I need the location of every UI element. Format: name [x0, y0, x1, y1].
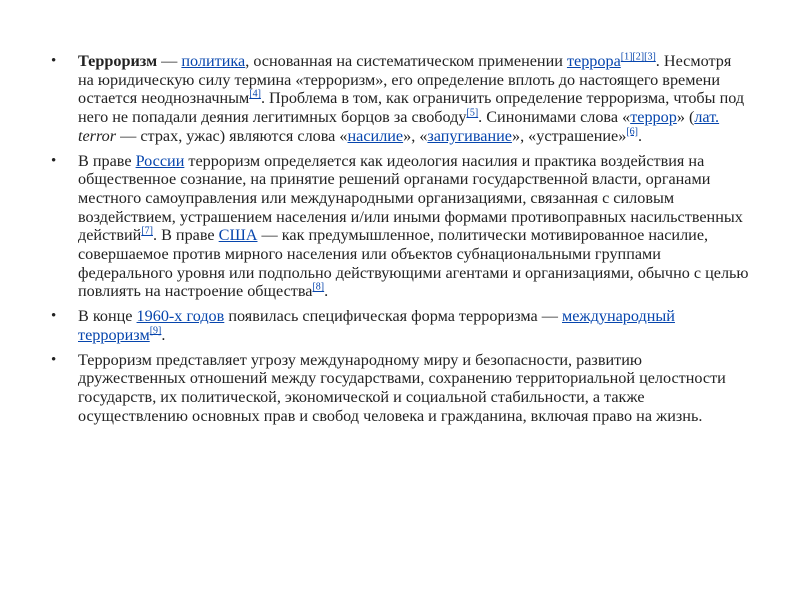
- article-link[interactable]: террора: [566, 52, 621, 70]
- footnote-ref-link[interactable]: [7]: [141, 225, 153, 237]
- paragraph-item: [51, 152, 751, 302]
- paragraph-text: . Проблема в том, как ограничить определение терроризма, чтобы под него не попадали деяния легитимных борцов за свободу: [78, 89, 745, 127]
- article-link[interactable]: США: [218, 226, 258, 245]
- paragraph-text: появилась специфическая форма терроризма —: [224, 307, 562, 326]
- latin-word: terror: [78, 126, 117, 145]
- paragraph-text: —: [157, 52, 182, 70]
- term-bold: Терроризм: [78, 52, 158, 70]
- article-link[interactable]: террор: [630, 108, 677, 127]
- article-link[interactable]: 1960-х годов: [136, 307, 225, 326]
- bullet-marker: •: [51, 53, 57, 69]
- article-link[interactable]: насилие: [347, 126, 404, 145]
- paragraph-text: .: [638, 126, 643, 145]
- paragraph-text: .: [324, 282, 329, 301]
- article-link[interactable]: международный терроризм: [78, 307, 675, 344]
- paragraph-item: [51, 52, 751, 146]
- paragraph-text: . Несмотря на юридическую силу термина «терроризм», его определение вплоть до настоящего времени остается неоднозначным: [78, 52, 732, 108]
- bullet-marker: •: [51, 308, 57, 325]
- footnote-ref-link[interactable]: [8]: [312, 282, 325, 294]
- footnote-ref-link[interactable]: [4]: [249, 89, 261, 101]
- paragraph-text: В конце: [78, 307, 137, 326]
- article-link[interactable]: России: [135, 151, 185, 170]
- paragraph-text: .: [161, 325, 166, 344]
- paragraph-text: , основанная на систематическом применении: [245, 52, 567, 70]
- paragraph-item: [51, 307, 751, 344]
- footnote-ref-link[interactable]: [3]: [644, 51, 656, 63]
- paragraph-text: терроризм определяется как идеология насилия и практика воздействия на общественное сознание, на принятие решений органами государственной власти, органами местного самоуправления или международными организациями, связанная с силовым воздействием, устрашением населения и/или иными формами противоправных насильственных действий: [78, 151, 743, 245]
- footnote-ref-link[interactable]: [1]: [620, 51, 633, 63]
- paragraph-item: [51, 351, 751, 426]
- paragraph-text: — как предумышленное, политически мотивированное насилие, совершаемое против мирного населения или объектов субнациональными группами федерального уровня или подпольно действующими агентами и организациями, обычно с целью повлиять на настроение общества: [78, 226, 749, 301]
- article-link[interactable]: лат.: [694, 108, 720, 127]
- paragraph-text: . В праве: [152, 226, 219, 245]
- paragraph-text: В праве: [78, 151, 136, 170]
- bullet-marker: •: [51, 152, 57, 169]
- paragraph-text: Терроризм представляет угрозу международному миру и безопасности, развитию дружественных отношений между государствами, сохранению территориальной целостности государств, их политической, экономической и социальной стабильности, а также осуществлению основных прав и свобод человека и гражданина, включая право на жизнь.: [78, 350, 726, 425]
- paragraph-text: », «устрашение»: [511, 126, 627, 145]
- bullet-marker: •: [51, 351, 57, 368]
- paragraph-text: . Синонимами слова «: [478, 108, 631, 127]
- paragraph-text: » (: [676, 108, 695, 127]
- footnote-ref-link[interactable]: [5]: [466, 107, 479, 119]
- article-link[interactable]: политика: [181, 52, 246, 70]
- footnote-ref-link[interactable]: [2]: [632, 51, 645, 63]
- paragraph-text: — страх, ужас) являются слова «: [116, 126, 348, 145]
- article-link[interactable]: запугивание: [427, 126, 512, 145]
- article-bullet-list: [51, 52, 751, 431]
- paragraph-text: », «: [403, 126, 428, 145]
- footnote-ref-link[interactable]: [6]: [626, 126, 639, 138]
- footnote-ref-link[interactable]: [9]: [149, 325, 162, 337]
